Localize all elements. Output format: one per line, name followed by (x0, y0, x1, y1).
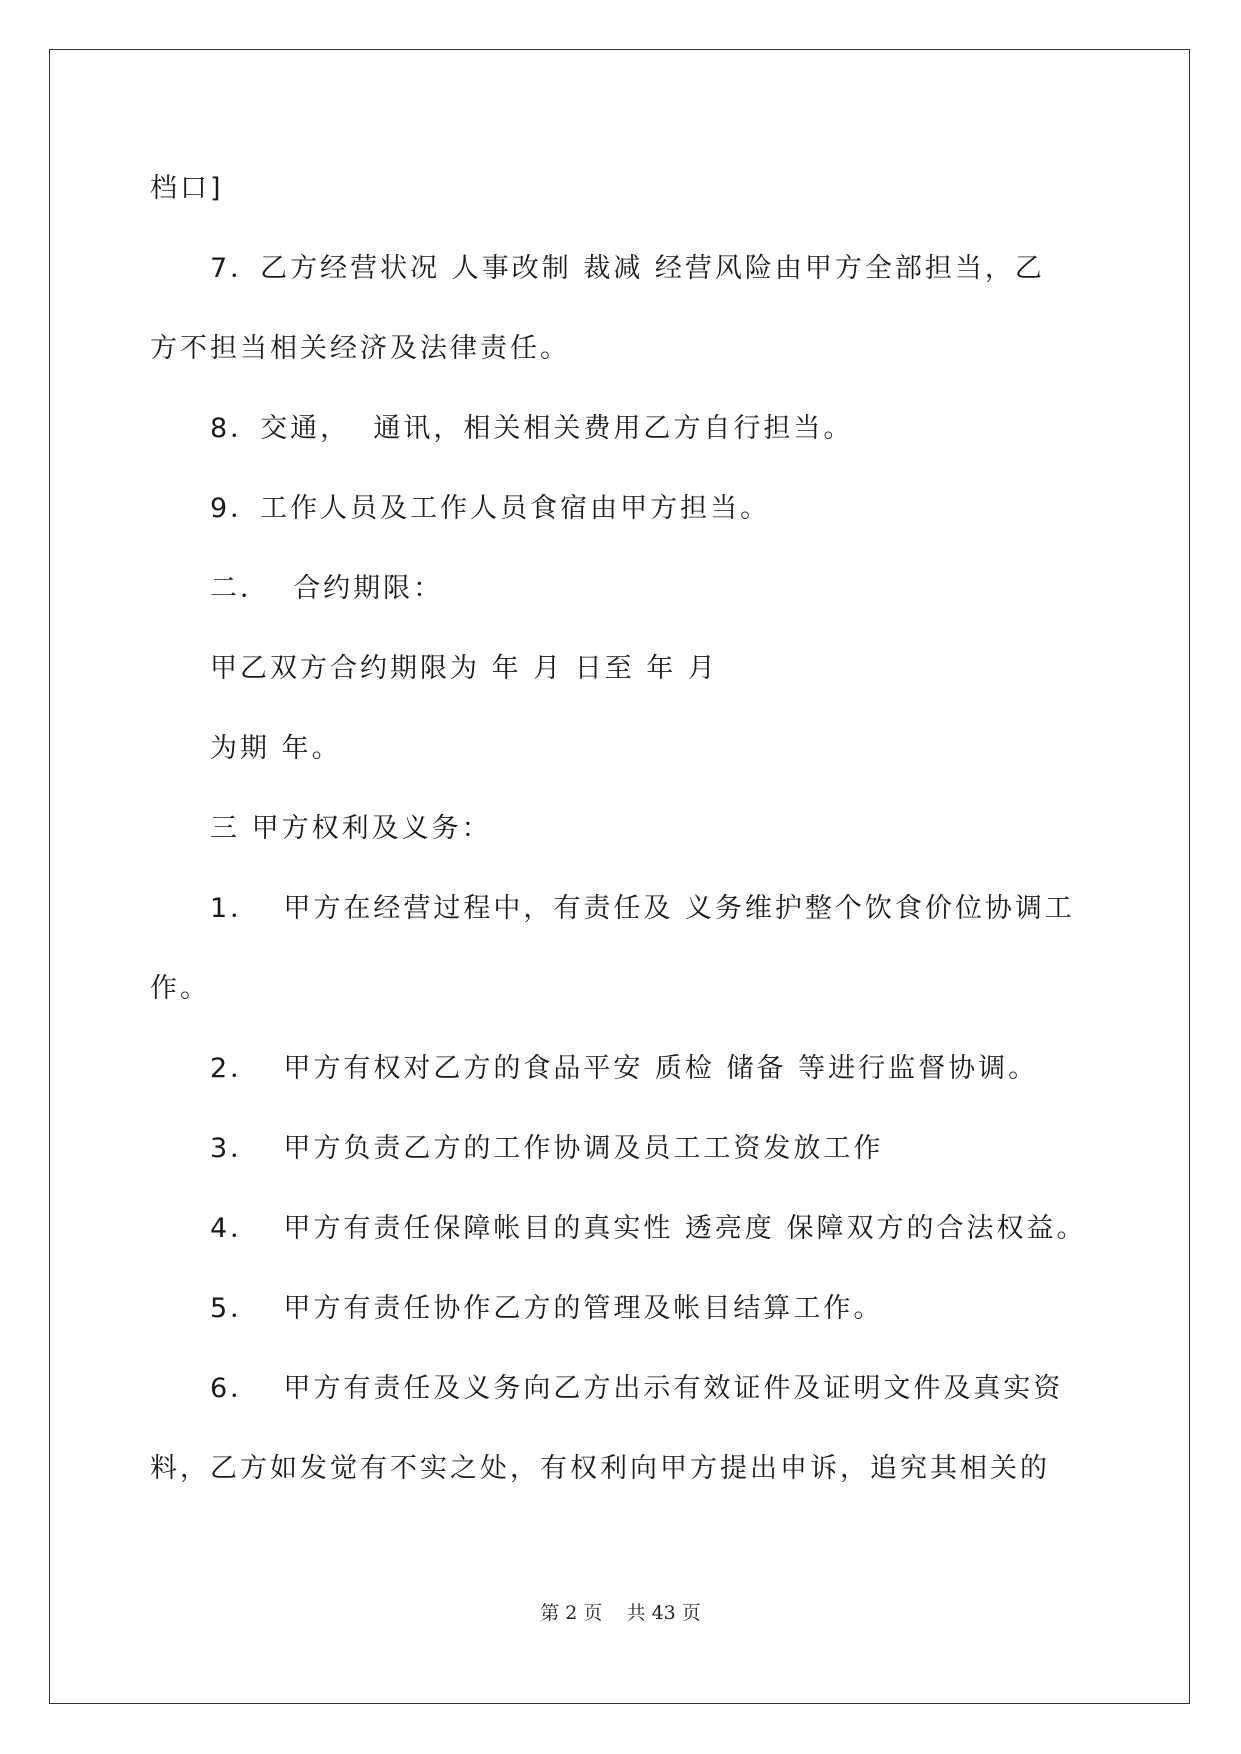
text-line-5: 9．工作人员及工作人员食宿由甲方担当。 (210, 493, 771, 524)
text-line-6: 二． 合约期限： (210, 573, 444, 604)
text-line-11: 作。 (150, 973, 210, 1004)
text-line-16: 6． 甲方有责任及义务向乙方出示有效证件及证明文件及真实资 (210, 1373, 1064, 1404)
text-line-2: 7．乙方经营状况 人事改制 裁减 经营风险由甲方全部担当，乙 (210, 253, 1045, 284)
text-line-15: 5． 甲方有责任协作乙方的管理及帐目结算工作。 (210, 1293, 884, 1324)
text-line-17: 料，乙方如发觉有不实之处，有权利向甲方提出申诉，追究其相关的 (150, 1453, 1050, 1484)
text-line-3: 方不担当相关经济及法律责任。 (150, 333, 570, 364)
text-line-9: 三 甲方权利及义务： (210, 813, 492, 844)
text-line-14: 4． 甲方有责任保障帐目的真实性 透亮度 保障双方的合法权益。 (210, 1213, 1087, 1244)
text-line-8: 为期 年。 (210, 733, 342, 764)
page-number-footer: 第 2 页 共 43 页 (540, 1602, 701, 1624)
text-line-4: 8．交通， 通讯，相关相关费用乙方自行担当。 (210, 413, 854, 444)
text-line-1: 档口] (150, 173, 224, 204)
text-line-13: 3． 甲方负责乙方的工作协调及员工工资发放工作 (210, 1133, 884, 1164)
text-line-12: 2． 甲方有权对乙方的食品平安 质检 储备 等进行监督协调。 (210, 1053, 1039, 1084)
text-line-7: 甲乙双方合约期限为 年 月 日至 年 月 (210, 653, 718, 684)
text-line-10: 1． 甲方在经营过程中，有责任及 义务维护整个饮食价位协调工 (210, 893, 1075, 924)
